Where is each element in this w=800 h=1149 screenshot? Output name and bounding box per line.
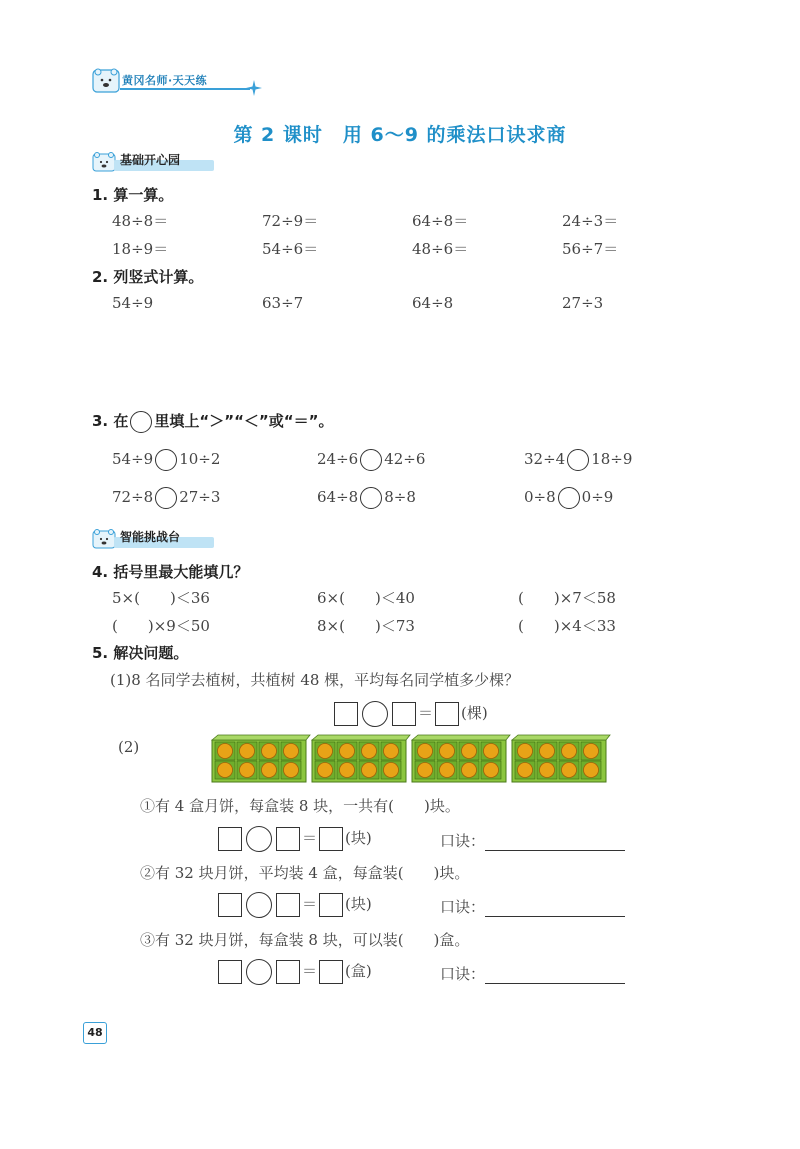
mooncake [518,744,533,759]
q2-heading: 2. 列竖式计算。 [92,268,204,286]
mooncake [262,763,277,778]
q4-item: 5×( )＜36 [112,589,210,607]
q3-item [524,487,613,509]
q3-right: 10÷2 [179,450,221,468]
sparkle-icon [246,80,262,96]
mooncake [484,763,499,778]
mooncake [440,744,455,759]
mooncake [418,763,433,778]
mooncake [384,763,399,778]
q3-item [524,449,632,471]
answer-circle[interactable] [558,487,580,509]
koujue-blank[interactable] [485,969,625,984]
mooncake [562,744,577,759]
mooncake [462,763,477,778]
section-title: 基础开心园 [120,153,181,167]
q4-heading: 4. 括号里最大能填几？ [92,563,249,581]
q5-p2-label: (2) [118,738,140,756]
q3-left: 24÷6 [317,450,359,468]
mooncake [284,763,299,778]
q3-right: 8÷8 [384,488,416,506]
koujue-blank[interactable] [485,902,625,917]
brand-header [92,66,272,96]
mooncake [540,763,555,778]
equals-sign: ＝ [302,829,318,847]
mooncake [540,744,555,759]
answer-box[interactable] [218,893,242,917]
q2-item: 63÷7 [262,294,304,312]
q2-item: 54÷9 [112,294,154,312]
unit-label: (棵) [461,704,488,722]
answer-circle[interactable] [360,449,382,471]
mooncake [484,744,499,759]
brand-text: 黄冈名师·天天练 [122,74,208,87]
q3-heading-post: 里填上“＞”“＜”或“＝”。 [154,412,334,430]
mooncake-tray-rim [512,735,610,740]
answer-box[interactable] [392,702,416,726]
section-banner-challenge [92,527,232,549]
koujue-field [440,963,625,984]
mooncake-trays-illustration [210,734,630,784]
answer-box[interactable] [276,960,300,984]
answer-circle[interactable] [155,449,177,471]
equation-row [216,892,372,918]
q4-item: ( )×7＜58 [518,589,616,607]
q1-heading: 1. 算一算。 [92,186,174,204]
mooncake [584,763,599,778]
mooncake-trays-svg [210,734,630,784]
q5-sub-text: ②有 32 块月饼，平均装 4 盒，每盒装( )块。 [140,864,470,882]
answer-box[interactable] [334,702,358,726]
answer-circle[interactable] [155,487,177,509]
section-banner-basic [92,150,232,172]
equals-sign: ＝ [302,962,318,980]
mooncake [318,763,333,778]
q1-item: 72÷9＝ [262,212,319,230]
answer-circle[interactable] [567,449,589,471]
bear-mascot-icon [92,527,116,549]
equals-sign: ＝ [418,704,434,722]
answer-box[interactable] [319,827,343,851]
q3-item [112,449,220,471]
unit-label: (块) [345,895,372,913]
mooncake [384,744,399,759]
q5-heading: 5. 解决问题。 [92,644,189,662]
answer-box[interactable] [218,960,242,984]
compare-circle-icon [130,411,152,433]
q3-heading-pre: 3. 在 [92,412,129,430]
mooncake [340,763,355,778]
answer-box[interactable] [319,960,343,984]
mooncake [584,744,599,759]
q3-item [317,487,416,509]
q5-p1-text: (1)8 名同学去植树，共植树 48 棵，平均每名同学植多少棵？ [110,671,520,689]
q3-left: 32÷4 [524,450,566,468]
koujue-label: 口诀： [440,832,486,850]
page-title: 第 2 课时 用 6～9 的乘法口诀求商 [233,124,567,146]
mooncake [240,763,255,778]
answer-box[interactable] [218,827,242,851]
q1-item: 56÷7＝ [562,240,619,258]
mooncake [340,744,355,759]
operator-circle[interactable] [246,826,272,852]
answer-circle[interactable] [360,487,382,509]
mooncake [418,744,433,759]
bear-mascot-icon [92,150,116,172]
mooncake-tray-rim [312,735,410,740]
answer-box[interactable] [276,827,300,851]
mooncake [240,744,255,759]
q1-item: 18÷9＝ [112,240,169,258]
page-number: 48 [83,1022,107,1044]
brand-underline [120,88,250,90]
mooncake-tray-rim [412,735,510,740]
q5-sub-text: ①有 4 盒月饼，每盒装 8 块，一共有( )块。 [140,797,460,815]
koujue-field [440,896,625,917]
mooncake [440,763,455,778]
operator-circle[interactable] [362,701,388,727]
q4-item: 8×( )＜73 [317,617,415,635]
q1-item: 48÷8＝ [112,212,169,230]
q3-item [112,487,220,509]
q3-item [317,449,425,471]
section-title: 智能挑战台 [120,530,181,544]
answer-box[interactable] [276,893,300,917]
q3-left: 72÷8 [112,488,154,506]
mooncake [362,744,377,759]
q1-item: 48÷6＝ [412,240,469,258]
operator-circle[interactable] [246,959,272,985]
bear-mascot-icon [92,66,120,94]
q5-sub-text: ③有 32 块月饼，每盒装 8 块，可以装( )盒。 [140,931,470,949]
unit-label: (块) [345,829,372,847]
equation-row [216,826,372,852]
q3-right: 0÷9 [581,488,614,506]
q3-left: 54÷9 [112,450,154,468]
koujue-blank[interactable] [485,836,625,851]
mooncake [284,744,299,759]
mooncake-tray-rim [212,735,310,740]
mooncake [318,744,333,759]
q4-item: ( )×4＜33 [518,617,616,635]
mooncake [562,763,577,778]
q3-right: 27÷3 [179,488,221,506]
mooncake [518,763,533,778]
operator-circle[interactable] [246,892,272,918]
equals-sign: ＝ [302,895,318,913]
q1-item: 64÷8＝ [412,212,469,230]
q3-left: 64÷8 [317,488,359,506]
q4-item: ( )×9＜50 [112,617,210,635]
koujue-label: 口诀： [440,898,486,916]
q1-item: 54÷6＝ [262,240,319,258]
mooncake [262,744,277,759]
mooncake [362,763,377,778]
q3-right: 18÷9 [591,450,633,468]
mooncake [462,744,477,759]
q2-item: 64÷8 [412,294,454,312]
koujue-label: 口诀： [440,965,486,983]
q4-item: 6×( )＜40 [317,589,415,607]
q2-item: 27÷3 [562,294,604,312]
equation-row [332,701,488,727]
q3-right: 42÷6 [384,450,426,468]
q3-left: 0÷8 [524,488,556,506]
answer-box[interactable] [319,893,343,917]
answer-box[interactable] [435,702,459,726]
q3-heading [92,410,334,433]
mooncake [218,763,233,778]
unit-label: (盒) [345,962,372,980]
q1-item: 24÷3＝ [562,212,619,230]
equation-row [216,959,372,985]
mooncake [218,744,233,759]
koujue-field [440,830,625,851]
